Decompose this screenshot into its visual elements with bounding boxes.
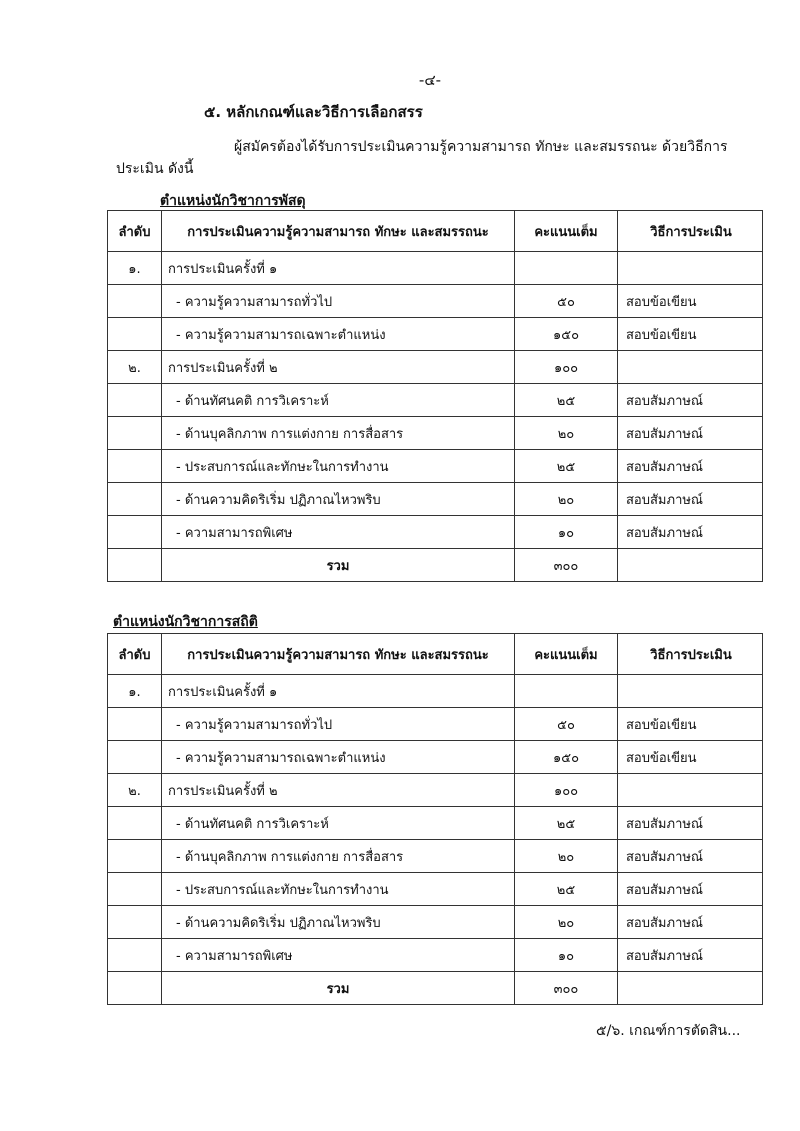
cell-item: - ด้านทัศนคติ การวิเคราะห์ (162, 384, 515, 417)
cell-item: การประเมินครั้งที่ ๒ (162, 351, 515, 384)
cell-no-empty (108, 972, 162, 1005)
table-row (108, 840, 763, 873)
cell-method-empty (618, 972, 763, 1005)
header-method: วิธีการประเมิน (618, 634, 763, 675)
cell-score: ๒๕ (515, 873, 618, 906)
cell-no: ๒. (108, 774, 162, 807)
cell-no (108, 873, 162, 906)
section-heading: ๕. หลักเกณฑ์และวิธีการเลือกสรร (204, 103, 423, 121)
cell-score: ๑๐ (515, 516, 618, 549)
cell-no: ๑. (108, 675, 162, 708)
total-label: รวม (162, 972, 515, 1005)
table-row (108, 483, 763, 516)
cell-score: ๑๕๐ (515, 318, 618, 351)
assessment-table-procurement (107, 210, 763, 582)
cell-method (618, 774, 763, 807)
cell-method (618, 351, 763, 384)
cell-item: - ความสามารถพิเศษ (162, 516, 515, 549)
cell-item: - ด้านบุคลิกภาพ การแต่งกาย การสื่อสาร (162, 840, 515, 873)
cell-item: - ความรู้ความสามารถทั่วไป (162, 285, 515, 318)
header-score: คะแนนเต็ม (515, 211, 618, 252)
footer-continuation-note: ๕/๖. เกณฑ์การตัดสิน... (596, 1023, 741, 1039)
cell-method: สอบสัมภาษณ์ (618, 417, 763, 450)
cell-no (108, 807, 162, 840)
table-row (108, 906, 763, 939)
cell-method: สอบสัมภาษณ์ (618, 873, 763, 906)
header-score: คะแนนเต็ม (515, 634, 618, 675)
header-item: การประเมินความรู้ความสามารถ ทักษะ และสมรรถนะ (162, 211, 515, 252)
cell-score: ๑๕๐ (515, 741, 618, 774)
total-label: รวม (162, 549, 515, 582)
intro-paragraph-line2: ประเมิน ดังนี้ (116, 161, 194, 177)
cell-no (108, 318, 162, 351)
cell-score (515, 675, 618, 708)
cell-no (108, 483, 162, 516)
cell-no (108, 708, 162, 741)
cell-method: สอบสัมภาษณ์ (618, 450, 763, 483)
cell-method: สอบสัมภาษณ์ (618, 840, 763, 873)
cell-no (108, 516, 162, 549)
cell-score: ๕๐ (515, 285, 618, 318)
cell-item: การประเมินครั้งที่ ๑ (162, 252, 515, 285)
table-row (108, 285, 763, 318)
cell-no (108, 285, 162, 318)
table-row (108, 384, 763, 417)
cell-no: ๑. (108, 252, 162, 285)
total-score: ๓๐๐ (515, 972, 618, 1005)
table-title-procurement: ตำแหน่งนักวิชาการพัสดุ (160, 193, 306, 209)
header-no: ลำดับ (108, 634, 162, 675)
cell-no-empty (108, 549, 162, 582)
cell-item: การประเมินครั้งที่ ๒ (162, 774, 515, 807)
cell-item: - ความสามารถพิเศษ (162, 939, 515, 972)
table-title-statistics: ตำแหน่งนักวิชาการสถิติ (113, 614, 258, 630)
cell-method: สอบข้อเขียน (618, 708, 763, 741)
cell-method: สอบสัมภาษณ์ (618, 939, 763, 972)
header-method: วิธีการประเมิน (618, 211, 763, 252)
cell-score: ๒๕ (515, 384, 618, 417)
cell-method (618, 252, 763, 285)
header-no: ลำดับ (108, 211, 162, 252)
cell-method: สอบข้อเขียน (618, 318, 763, 351)
cell-item: - ประสบการณ์และทักษะในการทำงาน (162, 450, 515, 483)
cell-score: ๒๕ (515, 807, 618, 840)
table-row (108, 450, 763, 483)
table-row (108, 774, 763, 807)
table-row (108, 351, 763, 384)
cell-method: สอบข้อเขียน (618, 741, 763, 774)
cell-no (108, 741, 162, 774)
cell-item: - ด้านทัศนคติ การวิเคราะห์ (162, 807, 515, 840)
cell-method: สอบข้อเขียน (618, 285, 763, 318)
table-row (108, 741, 763, 774)
table-row (108, 417, 763, 450)
cell-item: - ด้านความคิดริเริ่ม ปฏิภาณไหวพริบ (162, 483, 515, 516)
cell-item: - ด้านบุคลิกภาพ การแต่งกาย การสื่อสาร (162, 417, 515, 450)
cell-method (618, 675, 763, 708)
table-row (108, 252, 763, 285)
cell-no (108, 450, 162, 483)
cell-item: - ความรู้ความสามารถเฉพาะตำแหน่ง (162, 318, 515, 351)
table-header-row (108, 211, 763, 252)
cell-no (108, 840, 162, 873)
cell-score: ๑๐ (515, 939, 618, 972)
cell-score: ๒๐ (515, 906, 618, 939)
cell-method: สอบสัมภาษณ์ (618, 384, 763, 417)
cell-item: - ความรู้ความสามารถทั่วไป (162, 708, 515, 741)
page-number: -๔- (418, 71, 442, 89)
cell-item: - ด้านความคิดริเริ่ม ปฏิภาณไหวพริบ (162, 906, 515, 939)
cell-method: สอบสัมภาษณ์ (618, 906, 763, 939)
cell-item: - ความรู้ความสามารถเฉพาะตำแหน่ง (162, 741, 515, 774)
cell-item: - ประสบการณ์และทักษะในการทำงาน (162, 873, 515, 906)
table-row (108, 675, 763, 708)
table-row (108, 516, 763, 549)
cell-no (108, 939, 162, 972)
header-item: การประเมินความรู้ความสามารถ ทักษะ และสมรรถนะ (162, 634, 515, 675)
total-score: ๓๐๐ (515, 549, 618, 582)
cell-no (108, 384, 162, 417)
cell-score: ๒๐ (515, 483, 618, 516)
table-total-row (108, 972, 763, 1005)
cell-no: ๒. (108, 351, 162, 384)
assessment-table-statistics (107, 633, 763, 1005)
cell-score: ๑๐๐ (515, 351, 618, 384)
cell-no (108, 906, 162, 939)
table-total-row (108, 549, 763, 582)
cell-no (108, 417, 162, 450)
cell-score: ๒๐ (515, 840, 618, 873)
table-row (108, 708, 763, 741)
cell-score: ๒๐ (515, 417, 618, 450)
cell-score: ๑๐๐ (515, 774, 618, 807)
cell-score: ๕๐ (515, 708, 618, 741)
table-row (108, 318, 763, 351)
intro-paragraph-line1: ผู้สมัครต้องได้รับการประเมินความรู้ความสามารถ ทักษะ และสมรรถนะ ด้วยวิธีการ (234, 139, 728, 155)
cell-item: การประเมินครั้งที่ ๑ (162, 675, 515, 708)
cell-method: สอบสัมภาษณ์ (618, 483, 763, 516)
cell-score (515, 252, 618, 285)
table-row (108, 807, 763, 840)
cell-method-empty (618, 549, 763, 582)
table-header-row (108, 634, 763, 675)
cell-method: สอบสัมภาษณ์ (618, 807, 763, 840)
cell-score: ๒๕ (515, 450, 618, 483)
table-row (108, 939, 763, 972)
cell-method: สอบสัมภาษณ์ (618, 516, 763, 549)
table-row (108, 873, 763, 906)
